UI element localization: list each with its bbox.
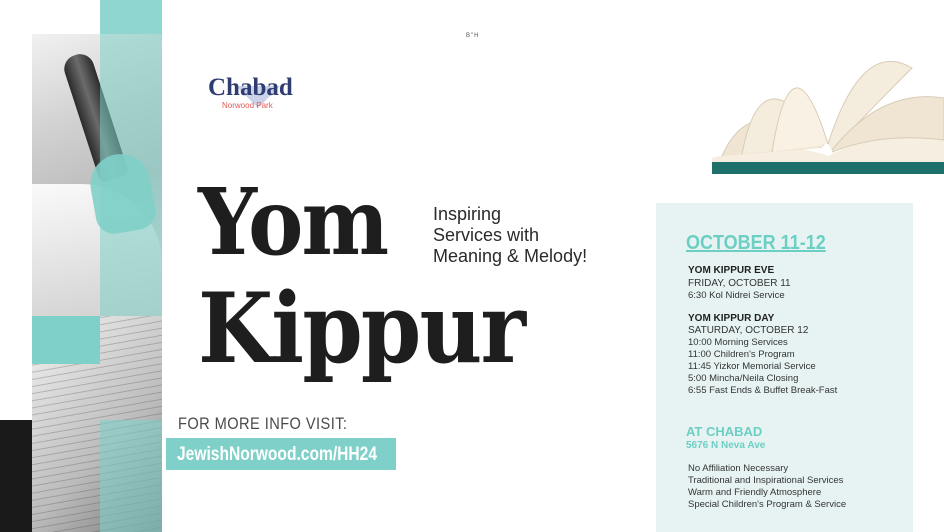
day-date: SATURDAY, OCTOBER 12 — [688, 325, 809, 336]
tagline-line: Inspiring — [433, 204, 502, 224]
day-item: 5:00 Mincha/Neila Closing — [688, 373, 799, 384]
tagline-line: Meaning & Melody! — [433, 246, 588, 266]
title-yom: Yom — [198, 168, 388, 276]
eve-heading: YOM KIPPUR EVE — [688, 265, 775, 276]
feature-item: Warm and Friendly Atmosphere — [688, 487, 822, 498]
address: 5676 N Neva Ave — [686, 440, 766, 451]
tagline — [433, 204, 587, 267]
feature-item: Traditional and Inspirational Services — [688, 475, 844, 486]
day-item: 10:00 Morning Services — [688, 337, 788, 348]
location-label: AT CHABAD — [686, 424, 763, 439]
eve-day: FRIDAY, OCTOBER 11 — [688, 278, 791, 289]
eve-item: 6:30 Kol Nidrei Service — [688, 290, 785, 301]
info-label: FOR MORE INFO VISIT: — [178, 414, 348, 433]
feature-item: Special Children's Program & Service — [688, 499, 847, 510]
day-item: 11:00 Children's Program — [688, 349, 795, 360]
dark-edge — [0, 420, 32, 532]
teal-strip — [100, 0, 162, 34]
teal-block-lower — [100, 420, 162, 532]
feature-item: No Affiliation Necessary — [688, 463, 789, 474]
day-heading: YOM KIPPUR DAY — [688, 313, 775, 324]
website-link[interactable]: JewishNorwood.com/HH24 — [177, 444, 377, 465]
day-item: 11:45 Yizkor Memorial Service — [688, 361, 816, 372]
teal-overlay — [100, 34, 162, 316]
title-kippur: Kippur — [198, 272, 525, 385]
teal-block — [32, 316, 100, 364]
logo-subtitle: Norwood Park — [222, 101, 273, 110]
logo-title: Chabad — [208, 74, 293, 101]
bh-mark: B"H — [466, 33, 480, 39]
day-item: 6:55 Fast Ends & Buffet Break-Fast — [688, 385, 838, 396]
tagline-line: Services with — [433, 225, 540, 245]
event-dates: OCTOBER 11-12 — [686, 232, 826, 254]
open-book-icon — [712, 28, 944, 174]
